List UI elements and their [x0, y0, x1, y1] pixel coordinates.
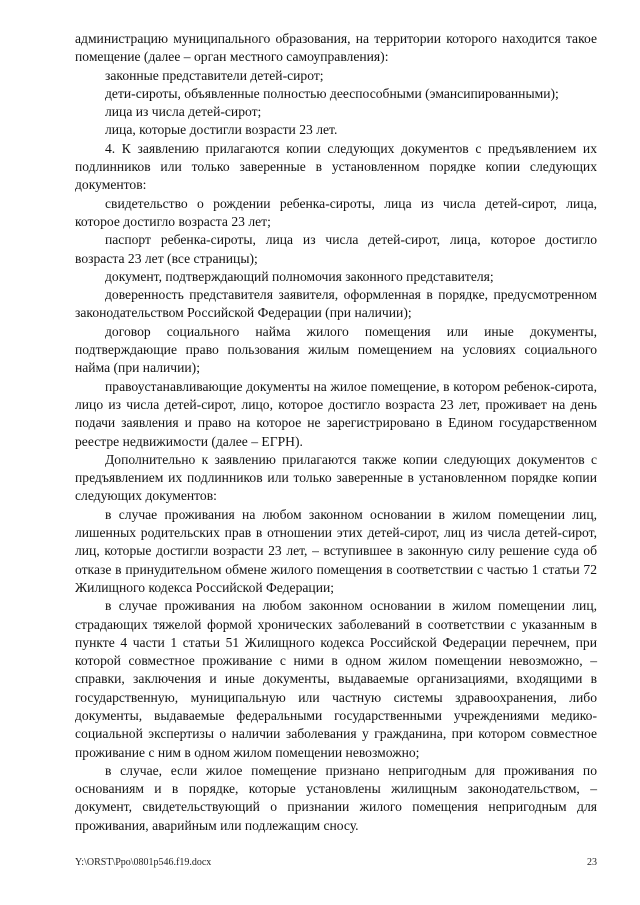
paragraph: паспорт ребенка-сироты, лица из числа детей-сирот, лица, которое достигло возраста 23 лет (все страницы);	[75, 232, 597, 266]
paragraph: законные представители детей-сирот;	[105, 67, 324, 83]
document-body	[75, 30, 597, 835]
footer-file-path: Y:\ORST\Ppo\0801p546.f19.docx	[75, 857, 212, 868]
paragraph: доверенность представителя заявителя, оформленная в порядке, предусмотренном законодательством Российской Федерации (при наличии);	[75, 287, 597, 321]
footer-page-number: 23	[587, 857, 597, 868]
paragraph: 4. К заявлению прилагаются копии следующих документов с предъявлением их подлинников или только заверенные в установленном порядке копии следующих документов:	[75, 140, 597, 193]
paragraph: администрацию муниципального образования, на территории которого находится такое помещение (далее – орган местного самоуправления):	[75, 31, 597, 65]
paragraph: в случае проживания на любом законном основании в жилом помещении лиц, лишенных родительских прав в отношении этих детей-сирот, лиц из числа детей-сирот, лиц, которые достигли возрасти 23 лет, – вступившее в законную силу решение суда об отказе в принудительном обмене жилого помещения в соответствии с частью 1 статьи 72 Жилищного кодекса Российской Федерации;	[75, 506, 597, 595]
paragraph: правоустанавливающие документы на жилое помещение, в котором ребенок-сирота, лицо из числа детей-сирот, лицо, которое достигло возраста 23 лет, проживает на день подачи заявления и право на которое не зарегистрировано в Едином государственном реестре недвижимости (далее – ЕГРН).	[75, 378, 597, 449]
paragraph: в случае, если жилое помещение признано непригодным для проживания по основаниям и в порядке, которые установлены жилищным законодательством, – документ, свидетельствующий о признании жилого помещения непригодным для проживания, аварийным или подлежащим сносу.	[75, 762, 597, 833]
page-footer	[75, 857, 597, 869]
paragraph: лица из числа детей-сирот;	[105, 104, 262, 120]
paragraph: лица, которые достигли возрасти 23 лет.	[105, 122, 338, 138]
paragraph: дети-сироты, объявленные полностью дееспособными (эмансипированными);	[105, 85, 559, 101]
paragraph: свидетельство о рождении ребенка-сироты, лица из числа детей-сирот, лица, которое достигло возраста 23 лет;	[75, 195, 597, 229]
paragraph: документ, подтверждающий полномочия законного представителя;	[105, 268, 494, 284]
paragraph: договор социального найма жилого помещения или иные документы, подтверждающие право пользования жилым помещением на условиях социального найма (при наличии);	[75, 323, 597, 376]
paragraph: Дополнительно к заявлению прилагаются также копии следующих документов с предъявлением их подлинников или только заверенные в установленном порядке копии следующих документов:	[75, 451, 597, 504]
paragraph: в случае проживания на любом законном основании в жилом помещении лиц, страдающих тяжелой формой хронических заболеваний в соответствии с указанным в пункте 4 части 1 статьи 51 Жилищного кодекса Российской Федерации перечнем, при которой совместное проживание с ними в одном жилом помещении невозможно, – справки, заключения и иные документы, выдаваемые организациями, входящими в государственную, муниципальную или частную системы здравоохранения, либо документы, выдаваемые федеральными государственными учреждениями медико-социальной экспертизы о наличии заболевания у гражданина, при котором совместное проживание с ним в одном жилом помещении невозможно;	[75, 598, 597, 760]
